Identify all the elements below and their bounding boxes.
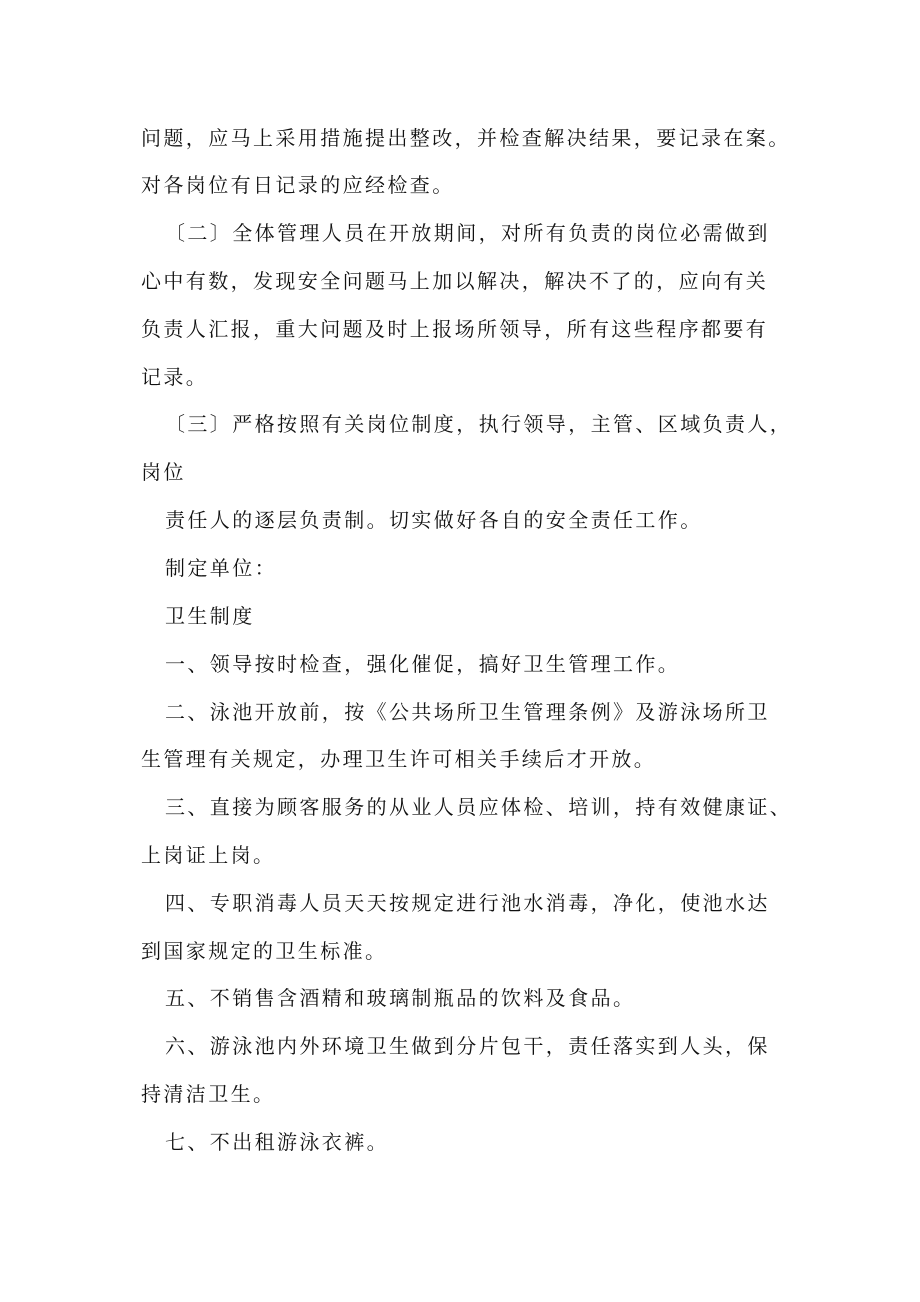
paragraph-line: 问题，应马上采用措施提出整改，并检查解决结果，要记录在案。 <box>141 126 791 150</box>
paragraph-line: 负责人汇报，重大问题及时上报场所领导，所有这些程序都要有 <box>141 317 769 341</box>
paragraph-line: 岗位 <box>141 460 186 484</box>
paragraph-line: 生管理有关规定，办理卫生许可相关手续后才开放。 <box>141 747 657 771</box>
paragraph-line: 〔二〕全体管理人员在开放期间，对所有负责的岗位必需做到 <box>165 221 770 245</box>
paragraph-line: 四、专职消毒人员天天按规定进行池水消毒，净化，使池水达 <box>165 891 770 915</box>
paragraph-line: 六、游泳池内外环境卫生做到分片包干，责任落实到人头，保 <box>165 1034 770 1058</box>
paragraph-line: 七、不出租游泳衣裤。 <box>165 1130 389 1154</box>
paragraph-line: 制定单位： <box>165 556 277 580</box>
paragraph-line: 心中有数，发现安全问题马上加以解决，解决不了的，应向有关 <box>141 269 769 293</box>
paragraph-line: 〔三〕严格按照有关岗位制度，执行领导，主管、区域负责人， <box>165 412 793 436</box>
paragraph-line: 责任人的逐层负责制。切实做好各自的安全责任工作。 <box>165 508 703 532</box>
paragraph-line: 一、领导按时检查，强化催促，搞好卫生管理工作。 <box>165 652 681 676</box>
paragraph-line: 对各岗位有日记录的应经检查。 <box>141 173 455 197</box>
paragraph-line: 二、泳池开放前，按《公共场所卫生管理条例》及游泳场所卫 <box>165 700 770 724</box>
paragraph-line: 到国家规定的卫生标准。 <box>141 939 388 963</box>
paragraph-line: 持清洁卫生。 <box>141 1082 276 1106</box>
paragraph-line: 记录。 <box>141 365 209 389</box>
paragraph-line: 上岗证上岗。 <box>141 843 276 867</box>
section-heading: 卫生制度 <box>165 604 255 628</box>
paragraph-line: 五、不销售含酒精和玻璃制瓶品的饮料及食品。 <box>165 986 636 1010</box>
paragraph-line: 三、直接为顾客服务的从业人员应体检、培训，持有效健康证、 <box>165 795 793 819</box>
